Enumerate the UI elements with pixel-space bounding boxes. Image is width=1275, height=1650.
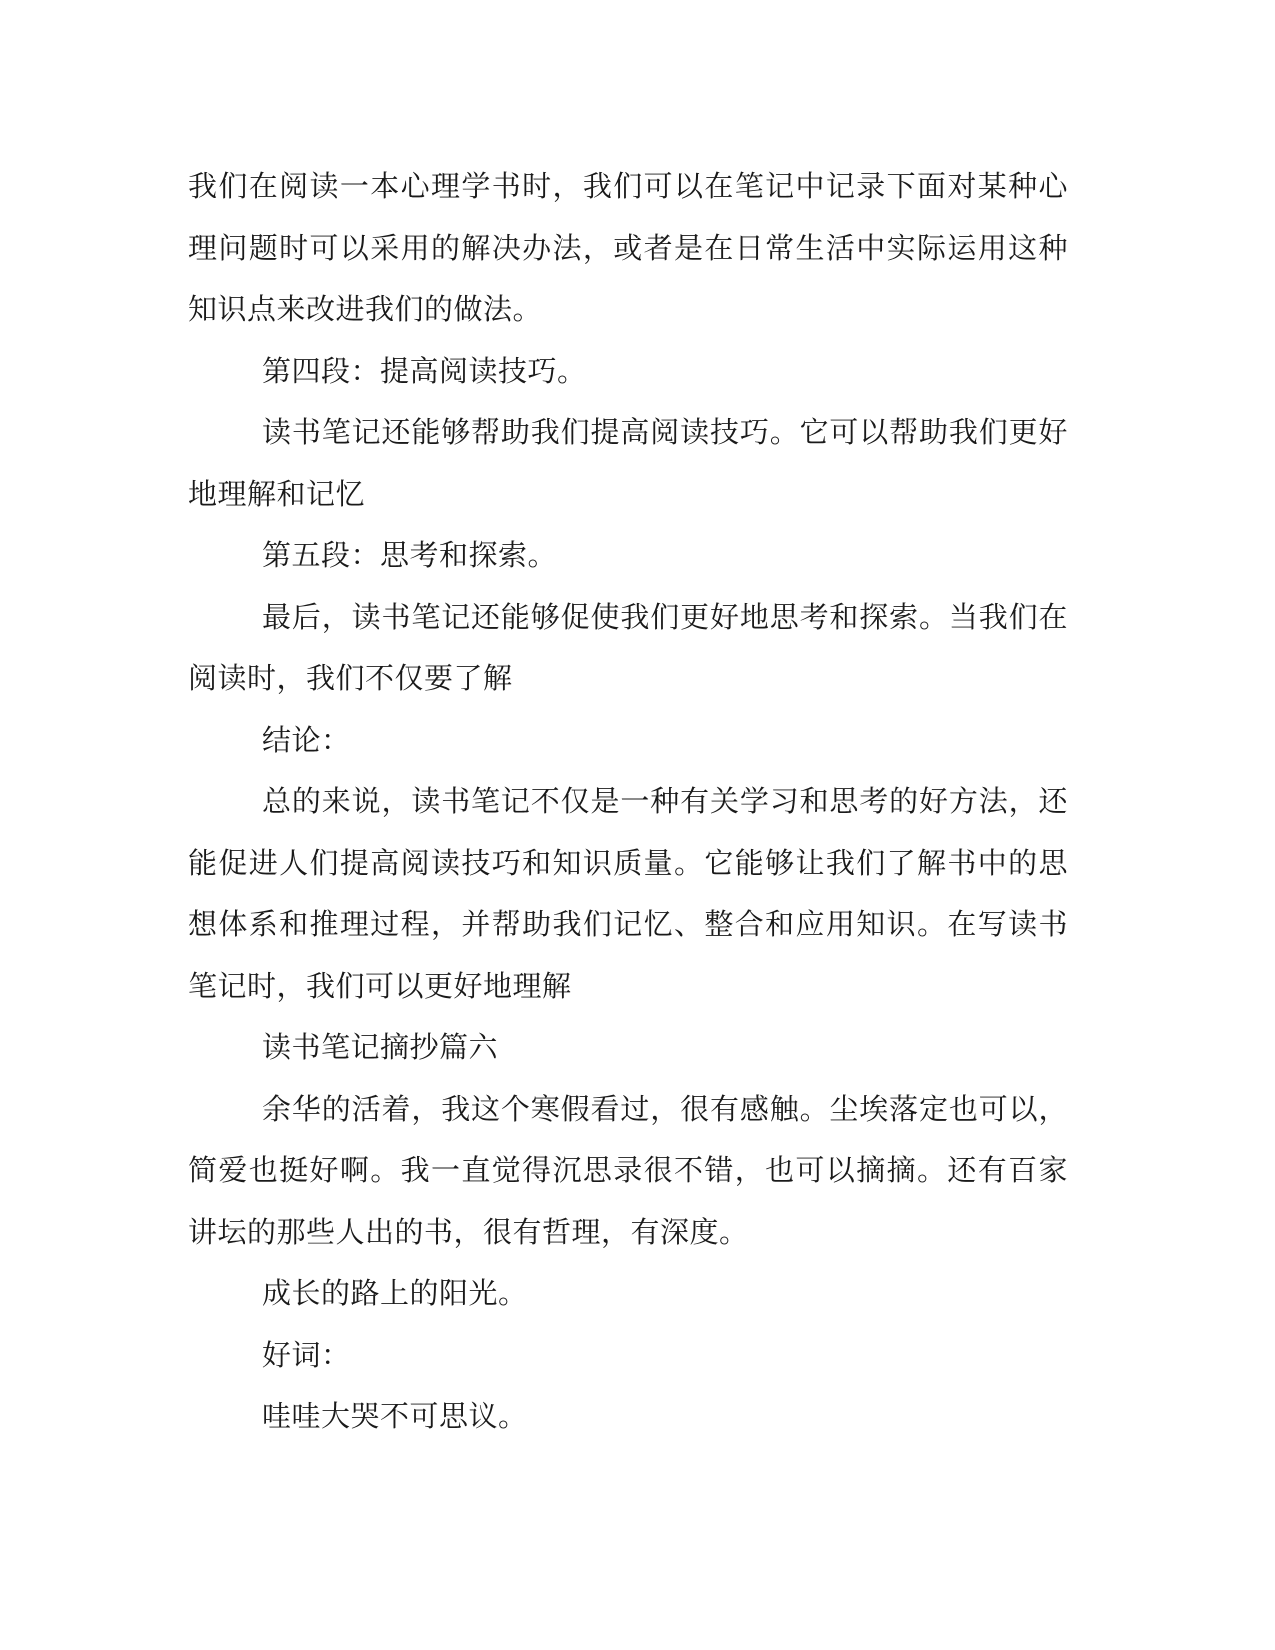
good-words-heading: 好词： [262, 1337, 351, 1372]
document-body [188, 156, 1068, 1448]
paragraph: 余华的活着，我这个寒假看过，很有感触。尘埃落定也可以，简爱也挺好啊。我一直觉得沉思录很不错，也可以摘摘。还有百家讲坛的那些人出的书，很有哲理，有深度。 [188, 1091, 1068, 1249]
paragraph-continuation: 我们在阅读一本心理学书时，我们可以在笔记中记录下面对某种心理问题时可以采用的解决办法，或者是在日常生活中实际运用这种知识点来改进我们的做法。 [188, 169, 1068, 326]
paragraph: 总的来说，读书笔记不仅是一种有关学习和思考的好方法，还能促进人们提高阅读技巧和知识质量。它能够让我们了解书中的思想体系和推理过程，并帮助我们记忆、整合和应用知识。在写读书笔记时，我们可以更好地理解 [188, 784, 1068, 1003]
paragraph: 哇哇大哭不可思议。 [262, 1399, 528, 1433]
paragraph: 读书笔记还能够帮助我们提高阅读技巧。它可以帮助我们更好地理解和记忆 [188, 415, 1068, 511]
section-heading-4: 第四段：提高阅读技巧。 [262, 353, 587, 388]
paragraph: 成长的路上的阳光。 [262, 1276, 528, 1310]
chapter-title: 读书笔记摘抄篇六 [262, 1030, 499, 1064]
section-heading-5: 第五段：思考和探索。 [262, 538, 558, 572]
conclusion-heading: 结论： [262, 722, 351, 757]
paragraph: 最后，读书笔记还能够促使我们更好地思考和探索。当我们在阅读时，我们不仅要了解 [188, 599, 1068, 695]
